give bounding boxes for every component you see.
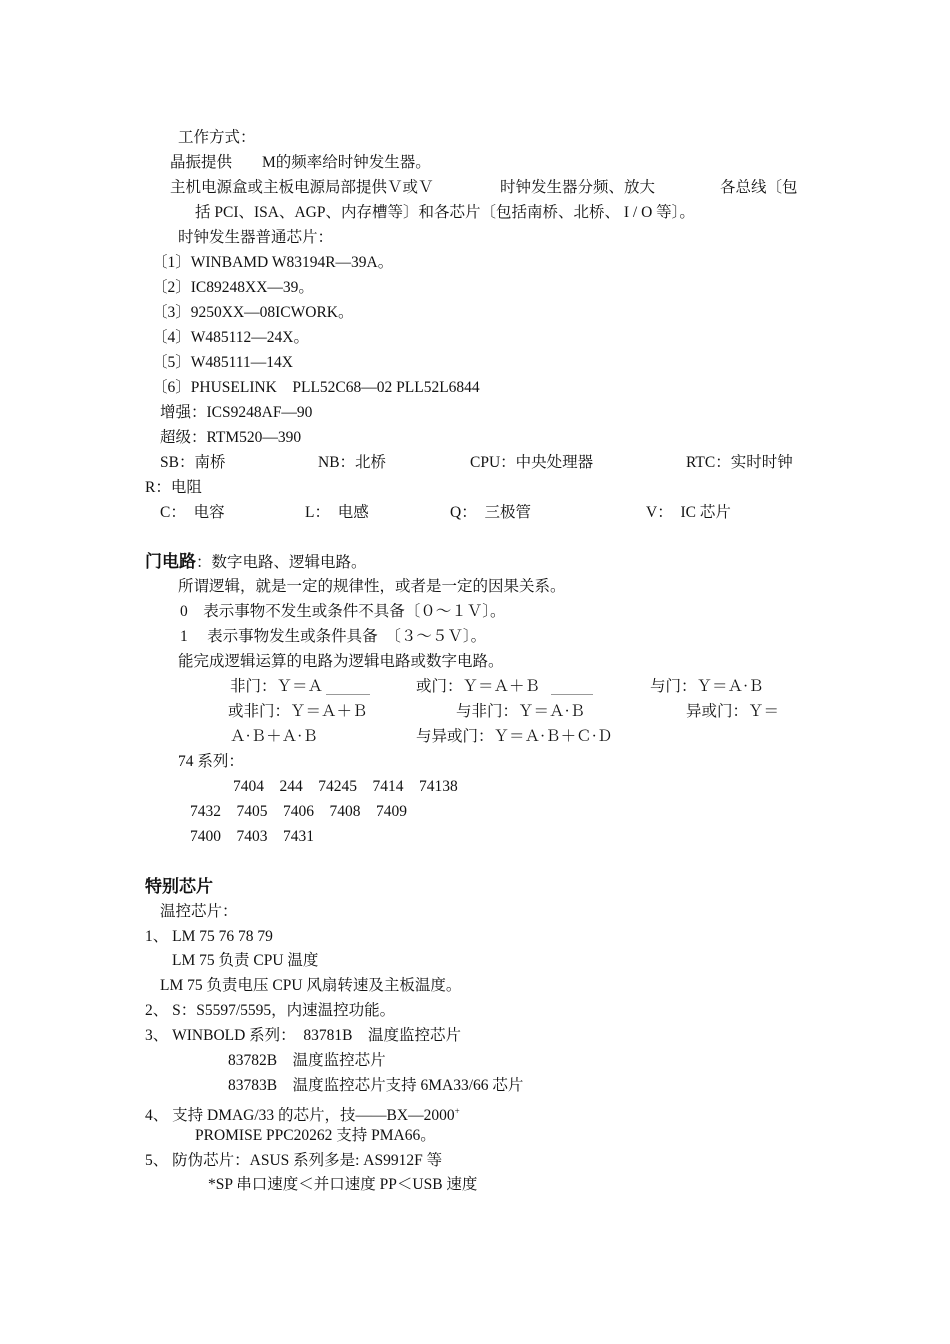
abbr-r: R：电阻 [145, 479, 202, 496]
crystal-line-a: 晶振提供 [170, 154, 233, 171]
series-row: 7404 244 74245 7414 74138 [233, 778, 458, 795]
list-item: 2、 S：S5597/5595，内速温控功能。 [145, 1002, 396, 1019]
enhanced-line: 增强：ICS9248AF—90 [160, 404, 313, 421]
chip-item: 〔2〕IC89248XX—39。 [152, 279, 314, 296]
speed-note: *SP 串口速度＜并口速度 PP＜USB 速度 [208, 1176, 478, 1193]
abbr-rtc: RTC：实时时钟 [686, 454, 793, 471]
list-subitem: 83782B 温度监控芯片 [228, 1052, 386, 1069]
and-xor-gate: 与异或门：Ｙ＝Ａ·Ｂ＋Ｃ·Ｄ [416, 728, 613, 745]
clock-chips-label: 时钟发生器普通芯片： [178, 229, 334, 246]
chip-item: 〔3〕9250XX—08ICWORK。 [152, 304, 354, 321]
gate-section-heading [145, 551, 367, 573]
nand-gate: 与非门：Ｙ＝Ａ·Ｂ [456, 703, 586, 720]
crystal-line-b: M的频率给时钟发生器。 [262, 154, 431, 171]
work-mode-label: 工作方式： [178, 129, 256, 146]
list-item: 5、 防伪芯片：ASUS 系列多是: AS9912F 等 [145, 1152, 443, 1169]
super-line: 超级：RTM520—390 [160, 429, 302, 446]
chip-item: 〔5〕W485111—14X [152, 354, 293, 371]
overline-bar [326, 694, 370, 695]
zero-definition: 0 表示事物不发生或条件不具备〔０～１Ｖ〕。 [180, 603, 506, 620]
power-line-b: 时钟发生器分频、放大 [500, 179, 656, 196]
chip-item: 〔6〕PHUSELINK PLL52C68—02 PLL52L6844 [152, 379, 480, 396]
list-item: 3、 WINBOLD 系列： 83781B 温度监控芯片 [145, 1027, 462, 1044]
abbr-cpu: CPU：中央处理器 [470, 454, 594, 471]
gate-section-title: 门电路 [145, 552, 196, 572]
or-gate: 或门：Ｙ＝Ａ＋Ｂ [416, 678, 541, 695]
abbr-l: L： 电感 [305, 504, 369, 521]
overline-bar [551, 694, 593, 695]
list-subitem: LM 75 负责电压 CPU 风扇转速及主板温度。 [160, 977, 462, 994]
abbr-nb: NB：北桥 [318, 454, 387, 471]
list-item [145, 1101, 460, 1126]
series-row: 7432 7405 7406 7408 7409 [190, 803, 408, 820]
abbr-c: C： 电容 [160, 504, 225, 521]
logic-definition: 所谓逻辑，就是一定的规律性，或者是一定的因果关系。 [178, 578, 566, 595]
abbr-sb: SB：南桥 [160, 454, 226, 471]
power-line-c: 各总线〔包 [720, 179, 798, 196]
power-line-d: 括 PCI、ISA、AGP、内存槽等〕和各芯片〔包括南桥、北桥、 I / O 等〕。 [195, 204, 695, 221]
logic-circuit-definition: 能完成逻辑运算的电路为逻辑电路或数字电路。 [178, 653, 504, 670]
series-row: 7400 7403 7431 [190, 828, 315, 845]
one-definition: 1 表示事物发生或条件具备 〔３～５Ｖ〕。 [180, 628, 487, 645]
gate-section-subtitle: ：数字电路、逻辑电路。 [196, 554, 367, 571]
xor-gate: 异或门：Ｙ＝ [686, 703, 780, 720]
series-label: 74 系列： [178, 753, 244, 770]
list-item: 1、 LM 75 76 78 79 [145, 928, 273, 945]
superscript-mark: + [454, 1106, 460, 1116]
abbr-q: Q： 三极管 [450, 504, 531, 521]
temp-chips-label: 温控芯片： [160, 903, 238, 920]
list-subitem: LM 75 负责 CPU 温度 [172, 952, 319, 969]
not-gate: 非门：Ｙ＝Ａ [230, 678, 324, 695]
list-subitem: PROMISE PPC20262 支持 PMA66。 [195, 1127, 436, 1144]
list-item-text: 4、 支持 DMAG/33 的芯片，技——BX—2000 [145, 1107, 455, 1125]
chip-item: 〔4〕W485112—24X。 [152, 329, 309, 346]
special-chips-title: 特别芯片 [145, 877, 213, 897]
list-subitem: 83783B 温度监控芯片支持 6MA33/66 芯片 [228, 1077, 524, 1094]
abbr-v: V： IC 芯片 [646, 504, 731, 521]
nor-gate: 或非门：Ｙ＝Ａ＋Ｂ [228, 703, 368, 720]
and-gate: 与门：Ｙ＝Ａ·Ｂ [650, 678, 764, 695]
xor-expression: Ａ·Ｂ＋Ａ·Ｂ [230, 728, 318, 745]
power-line-a: 主机电源盒或主板电源局部提供Ｖ或Ｖ [170, 179, 434, 196]
chip-item: 〔1〕WINBAMD W83194R—39A。 [152, 254, 394, 271]
